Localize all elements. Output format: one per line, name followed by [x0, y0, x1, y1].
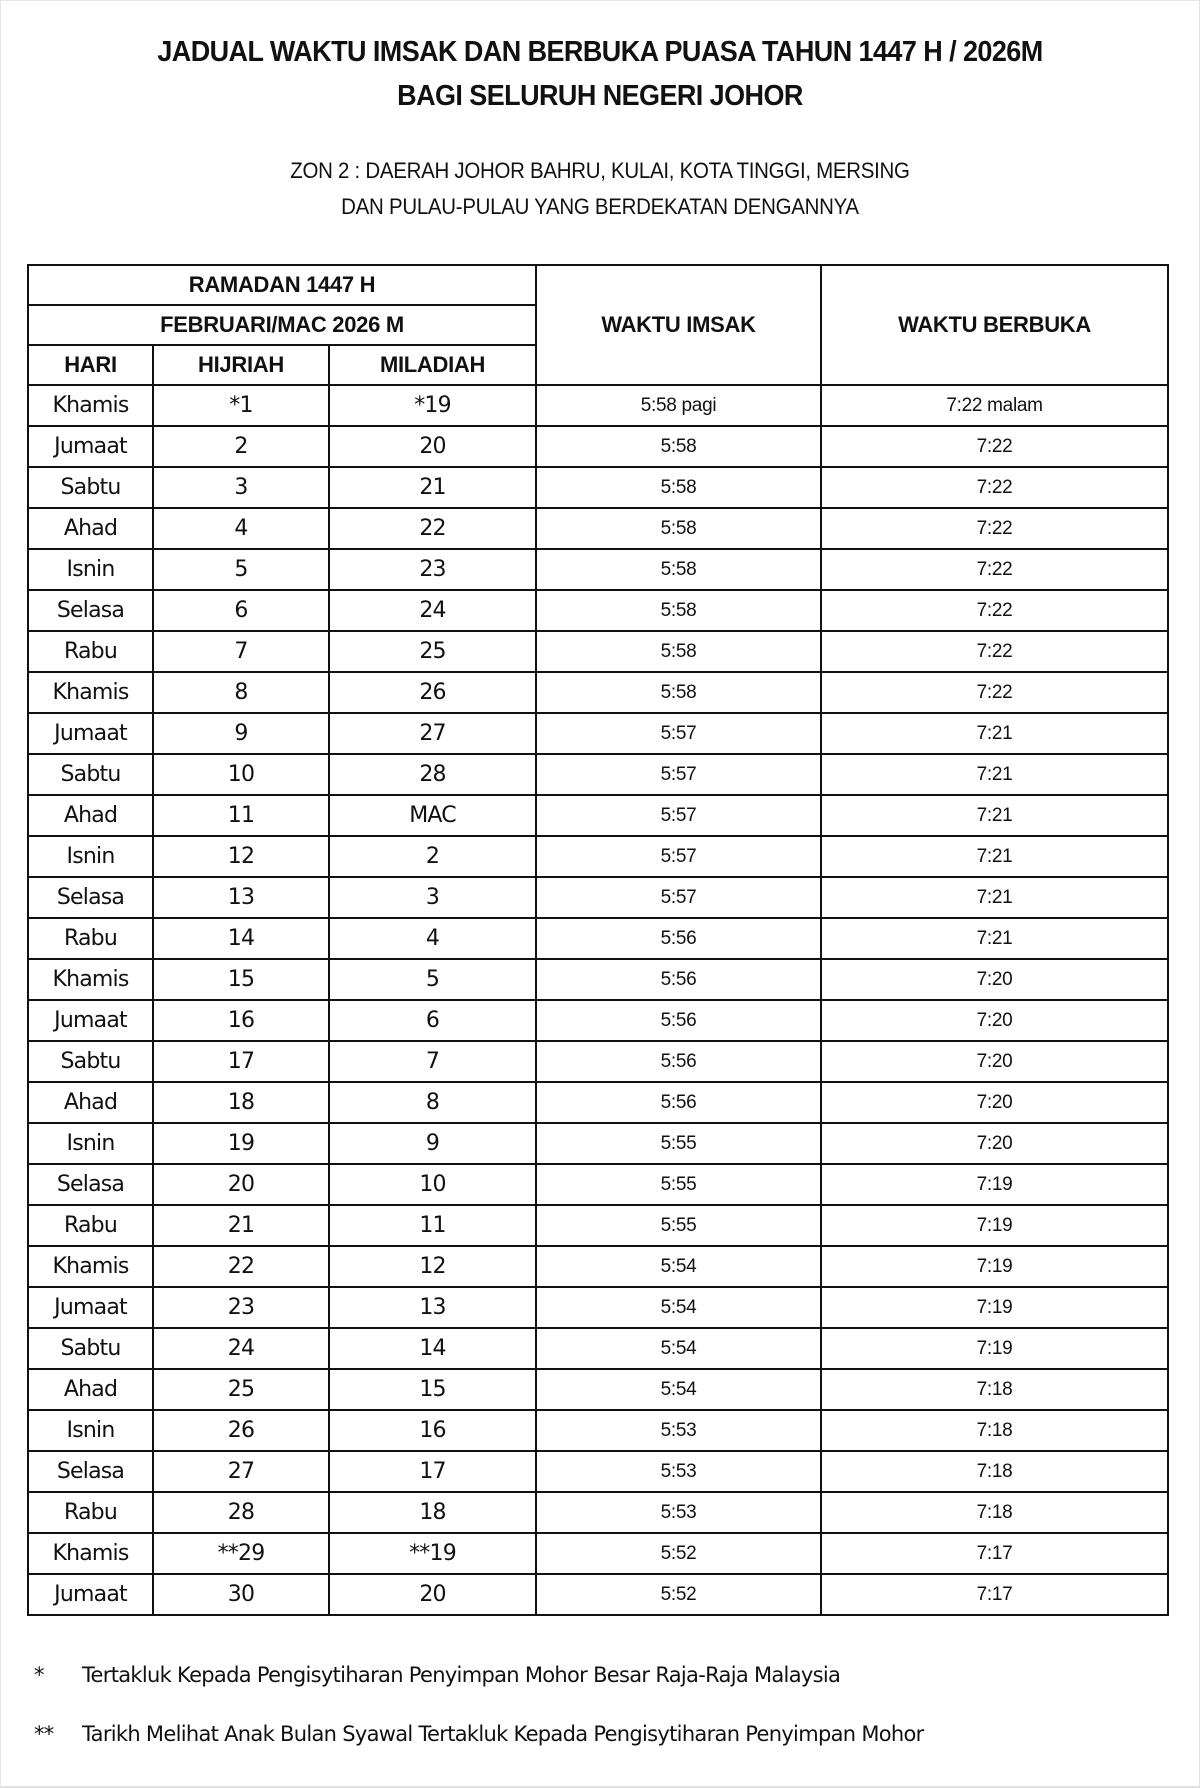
day-cell: Khamis — [28, 1533, 153, 1574]
miladiah-date-cell: 10 — [329, 1164, 536, 1205]
table-row — [28, 959, 1168, 1000]
berbuka-time-cell: 7:22 — [821, 508, 1168, 549]
berbuka-time-cell: 7:17 — [821, 1574, 1168, 1615]
header-miladiah: MILADIAH — [329, 345, 536, 385]
imsak-time-cell: 5:55 — [536, 1123, 821, 1164]
miladiah-date-cell: 9 — [329, 1123, 536, 1164]
imsak-time-cell: 5:52 — [536, 1533, 821, 1574]
miladiah-date-cell: 5 — [329, 959, 536, 1000]
table-row — [28, 1205, 1168, 1246]
hijriah-date-cell: *1 — [153, 385, 329, 426]
table-row — [28, 1410, 1168, 1451]
table-row — [28, 1000, 1168, 1041]
table-row — [28, 1041, 1168, 1082]
hijriah-date-cell: 10 — [153, 754, 329, 795]
hijriah-date-cell: 17 — [153, 1041, 329, 1082]
berbuka-time-cell: 7:20 — [821, 1082, 1168, 1123]
day-cell: Sabtu — [28, 1328, 153, 1369]
miladiah-date-cell: 15 — [329, 1369, 536, 1410]
day-cell: Selasa — [28, 1164, 153, 1205]
berbuka-time-cell: 7:19 — [821, 1205, 1168, 1246]
miladiah-date-cell: 28 — [329, 754, 536, 795]
imsak-time-cell: 5:58 — [536, 426, 821, 467]
berbuka-time-cell: 7:21 — [821, 918, 1168, 959]
table-row — [28, 754, 1168, 795]
imsak-time-cell: 5:58 — [536, 590, 821, 631]
day-cell: Selasa — [28, 1451, 153, 1492]
imsak-time-cell: 5:57 — [536, 713, 821, 754]
day-cell: Sabtu — [28, 754, 153, 795]
berbuka-time-cell: 7:20 — [821, 959, 1168, 1000]
table-row — [28, 549, 1168, 590]
berbuka-time-cell: 7:19 — [821, 1287, 1168, 1328]
berbuka-time-cell: 7:21 — [821, 795, 1168, 836]
day-cell: Khamis — [28, 1246, 153, 1287]
day-cell: Ahad — [28, 1082, 153, 1123]
miladiah-date-cell: 7 — [329, 1041, 536, 1082]
berbuka-time-cell: 7:22 malam — [821, 385, 1168, 426]
imsak-time-cell: 5:56 — [536, 918, 821, 959]
day-cell: Sabtu — [28, 1041, 153, 1082]
miladiah-date-cell: 22 — [329, 508, 536, 549]
hijriah-date-cell: 18 — [153, 1082, 329, 1123]
day-cell: Jumaat — [28, 1574, 153, 1615]
hijriah-date-cell: 7 — [153, 631, 329, 672]
imsak-time-cell: 5:57 — [536, 795, 821, 836]
table-row — [28, 877, 1168, 918]
hijriah-date-cell: 14 — [153, 918, 329, 959]
imsak-time-cell: 5:54 — [536, 1287, 821, 1328]
hijriah-date-cell: 5 — [153, 549, 329, 590]
miladiah-date-cell: 13 — [329, 1287, 536, 1328]
table-row — [28, 795, 1168, 836]
table-row — [28, 1287, 1168, 1328]
imsak-time-cell: 5:56 — [536, 959, 821, 1000]
berbuka-time-cell: 7:18 — [821, 1492, 1168, 1533]
day-cell: Khamis — [28, 672, 153, 713]
header-month-hijri: RAMADAN 1447 H — [28, 265, 536, 305]
day-cell: Isnin — [28, 836, 153, 877]
footnote-mark: ** — [34, 1722, 54, 1746]
hijriah-date-cell: 20 — [153, 1164, 329, 1205]
hijriah-date-cell: 2 — [153, 426, 329, 467]
imsak-time-cell: 5:56 — [536, 1041, 821, 1082]
imsak-time-cell: 5:57 — [536, 836, 821, 877]
hijriah-date-cell: 3 — [153, 467, 329, 508]
miladiah-date-cell: 24 — [329, 590, 536, 631]
header-waktu-imsak: WAKTU IMSAK — [536, 265, 821, 385]
miladiah-date-cell: 17 — [329, 1451, 536, 1492]
day-cell: Sabtu — [28, 467, 153, 508]
miladiah-date-cell: *19 — [329, 385, 536, 426]
day-cell: Rabu — [28, 918, 153, 959]
imsak-time-cell: 5:58 — [536, 467, 821, 508]
imsak-time-cell: 5:54 — [536, 1328, 821, 1369]
imsak-time-cell: 5:53 — [536, 1410, 821, 1451]
table-row — [28, 1246, 1168, 1287]
berbuka-time-cell: 7:18 — [821, 1410, 1168, 1451]
miladiah-date-cell: 12 — [329, 1246, 536, 1287]
miladiah-date-cell: 4 — [329, 918, 536, 959]
miladiah-date-cell: 21 — [329, 467, 536, 508]
hijriah-date-cell: 27 — [153, 1451, 329, 1492]
berbuka-time-cell: 7:21 — [821, 713, 1168, 754]
table-body — [28, 385, 1168, 1615]
day-cell: Ahad — [28, 508, 153, 549]
hijriah-date-cell: 16 — [153, 1000, 329, 1041]
miladiah-date-cell: 3 — [329, 877, 536, 918]
hijriah-date-cell: 15 — [153, 959, 329, 1000]
hijriah-date-cell: 23 — [153, 1287, 329, 1328]
table-row — [28, 918, 1168, 959]
imsak-time-cell: 5:55 — [536, 1164, 821, 1205]
miladiah-date-cell: **19 — [329, 1533, 536, 1574]
header-hijriah: HIJRIAH — [153, 345, 329, 385]
hijriah-date-cell: **29 — [153, 1533, 329, 1574]
miladiah-date-cell: 8 — [329, 1082, 536, 1123]
document-title-line-2: BAGI SELURUH NEGERI JOHOR — [397, 80, 803, 112]
table-row — [28, 631, 1168, 672]
imsak-time-cell: 5:53 — [536, 1451, 821, 1492]
document-title-line-1: JADUAL WAKTU IMSAK DAN BERBUKA PUASA TAHUN 1447 H / 2026M — [157, 36, 1043, 68]
day-cell: Rabu — [28, 1205, 153, 1246]
day-cell: Jumaat — [28, 426, 153, 467]
day-cell: Isnin — [28, 549, 153, 590]
hijriah-date-cell: 21 — [153, 1205, 329, 1246]
table-row — [28, 1369, 1168, 1410]
berbuka-time-cell: 7:18 — [821, 1451, 1168, 1492]
header-month-gregorian: FEBRUARI/MAC 2026 M — [28, 305, 536, 345]
table-row — [28, 426, 1168, 467]
miladiah-date-cell: 27 — [329, 713, 536, 754]
berbuka-time-cell: 7:20 — [821, 1041, 1168, 1082]
hijriah-date-cell: 11 — [153, 795, 329, 836]
footnote-2 — [34, 1722, 924, 1746]
day-cell: Selasa — [28, 877, 153, 918]
day-cell: Selasa — [28, 590, 153, 631]
day-cell: Rabu — [28, 631, 153, 672]
day-cell: Khamis — [28, 385, 153, 426]
hijriah-date-cell: 19 — [153, 1123, 329, 1164]
miladiah-date-cell: 2 — [329, 836, 536, 877]
day-cell: Ahad — [28, 1369, 153, 1410]
miladiah-date-cell: 25 — [329, 631, 536, 672]
miladiah-date-cell: 20 — [329, 1574, 536, 1615]
berbuka-time-cell: 7:19 — [821, 1246, 1168, 1287]
hijriah-date-cell: 12 — [153, 836, 329, 877]
imsak-time-cell: 5:58 — [536, 549, 821, 590]
miladiah-date-cell: MAC — [329, 795, 536, 836]
table-header — [28, 265, 1168, 385]
day-cell: Jumaat — [28, 1287, 153, 1328]
day-cell: Isnin — [28, 1410, 153, 1451]
table-row — [28, 508, 1168, 549]
hijriah-date-cell: 4 — [153, 508, 329, 549]
table-row — [28, 1082, 1168, 1123]
table-row — [28, 467, 1168, 508]
miladiah-date-cell: 6 — [329, 1000, 536, 1041]
day-cell: Ahad — [28, 795, 153, 836]
hijriah-date-cell: 24 — [153, 1328, 329, 1369]
imsak-time-cell: 5:53 — [536, 1492, 821, 1533]
berbuka-time-cell: 7:22 — [821, 549, 1168, 590]
miladiah-date-cell: 14 — [329, 1328, 536, 1369]
hijriah-date-cell: 22 — [153, 1246, 329, 1287]
table-row — [28, 590, 1168, 631]
imsak-time-cell: 5:57 — [536, 754, 821, 795]
table-row — [28, 1492, 1168, 1533]
berbuka-time-cell: 7:22 — [821, 467, 1168, 508]
imsak-time-cell: 5:58 pagi — [536, 385, 821, 426]
berbuka-time-cell: 7:18 — [821, 1369, 1168, 1410]
imsak-time-cell: 5:55 — [536, 1205, 821, 1246]
imsak-time-cell: 5:57 — [536, 877, 821, 918]
table-row — [28, 1574, 1168, 1615]
footnote-text: Tarikh Melihat Anak Bulan Syawal Tertakluk Kepada Pengisytiharan Penyimpan Mohor — [82, 1722, 924, 1746]
berbuka-time-cell: 7:21 — [821, 754, 1168, 795]
miladiah-date-cell: 26 — [329, 672, 536, 713]
hijriah-date-cell: 25 — [153, 1369, 329, 1410]
table-row — [28, 1164, 1168, 1205]
miladiah-date-cell: 23 — [329, 549, 536, 590]
miladiah-date-cell: 18 — [329, 1492, 536, 1533]
imsak-time-cell: 5:52 — [536, 1574, 821, 1615]
imsak-berbuka-schedule-table — [27, 264, 1169, 1616]
day-cell: Rabu — [28, 1492, 153, 1533]
imsak-time-cell: 5:58 — [536, 508, 821, 549]
miladiah-date-cell: 16 — [329, 1410, 536, 1451]
miladiah-date-cell: 20 — [329, 426, 536, 467]
berbuka-time-cell: 7:20 — [821, 1123, 1168, 1164]
footnote-1 — [34, 1663, 840, 1687]
imsak-time-cell: 5:58 — [536, 672, 821, 713]
footnote-text: Tertakluk Kepada Pengisytiharan Penyimpan Mohor Besar Raja-Raja Malaysia — [82, 1663, 841, 1687]
footnote-mark: * — [34, 1663, 44, 1687]
table-row — [28, 1533, 1168, 1574]
day-cell: Isnin — [28, 1123, 153, 1164]
miladiah-date-cell: 11 — [329, 1205, 536, 1246]
imsak-time-cell: 5:54 — [536, 1246, 821, 1287]
imsak-time-cell: 5:56 — [536, 1000, 821, 1041]
table-row — [28, 836, 1168, 877]
day-cell: Jumaat — [28, 1000, 153, 1041]
berbuka-time-cell: 7:21 — [821, 877, 1168, 918]
header-hari: HARI — [28, 345, 153, 385]
berbuka-time-cell: 7:22 — [821, 590, 1168, 631]
day-cell: Jumaat — [28, 713, 153, 754]
table-row — [28, 1123, 1168, 1164]
berbuka-time-cell: 7:22 — [821, 672, 1168, 713]
table-row — [28, 385, 1168, 426]
hijriah-date-cell: 13 — [153, 877, 329, 918]
berbuka-time-cell: 7:22 — [821, 426, 1168, 467]
berbuka-time-cell: 7:19 — [821, 1328, 1168, 1369]
berbuka-time-cell: 7:21 — [821, 836, 1168, 877]
table-row — [28, 1451, 1168, 1492]
hijriah-date-cell: 6 — [153, 590, 329, 631]
hijriah-date-cell: 26 — [153, 1410, 329, 1451]
zone-description-line-1: ZON 2 : DAERAH JOHOR BAHRU, KULAI, KOTA TINGGI, MERSING — [290, 158, 910, 183]
berbuka-time-cell: 7:17 — [821, 1533, 1168, 1574]
table-row — [28, 713, 1168, 754]
zone-description-line-2: DAN PULAU-PULAU YANG BERDEKATAN DENGANNYA — [341, 194, 859, 219]
table-row — [28, 672, 1168, 713]
day-cell: Khamis — [28, 959, 153, 1000]
hijriah-date-cell: 30 — [153, 1574, 329, 1615]
berbuka-time-cell: 7:20 — [821, 1000, 1168, 1041]
imsak-time-cell: 5:56 — [536, 1082, 821, 1123]
imsak-time-cell: 5:54 — [536, 1369, 821, 1410]
hijriah-date-cell: 8 — [153, 672, 329, 713]
table-row — [28, 1328, 1168, 1369]
hijriah-date-cell: 28 — [153, 1492, 329, 1533]
berbuka-time-cell: 7:19 — [821, 1164, 1168, 1205]
header-waktu-berbuka: WAKTU BERBUKA — [821, 265, 1168, 385]
berbuka-time-cell: 7:22 — [821, 631, 1168, 672]
hijriah-date-cell: 9 — [153, 713, 329, 754]
imsak-time-cell: 5:58 — [536, 631, 821, 672]
